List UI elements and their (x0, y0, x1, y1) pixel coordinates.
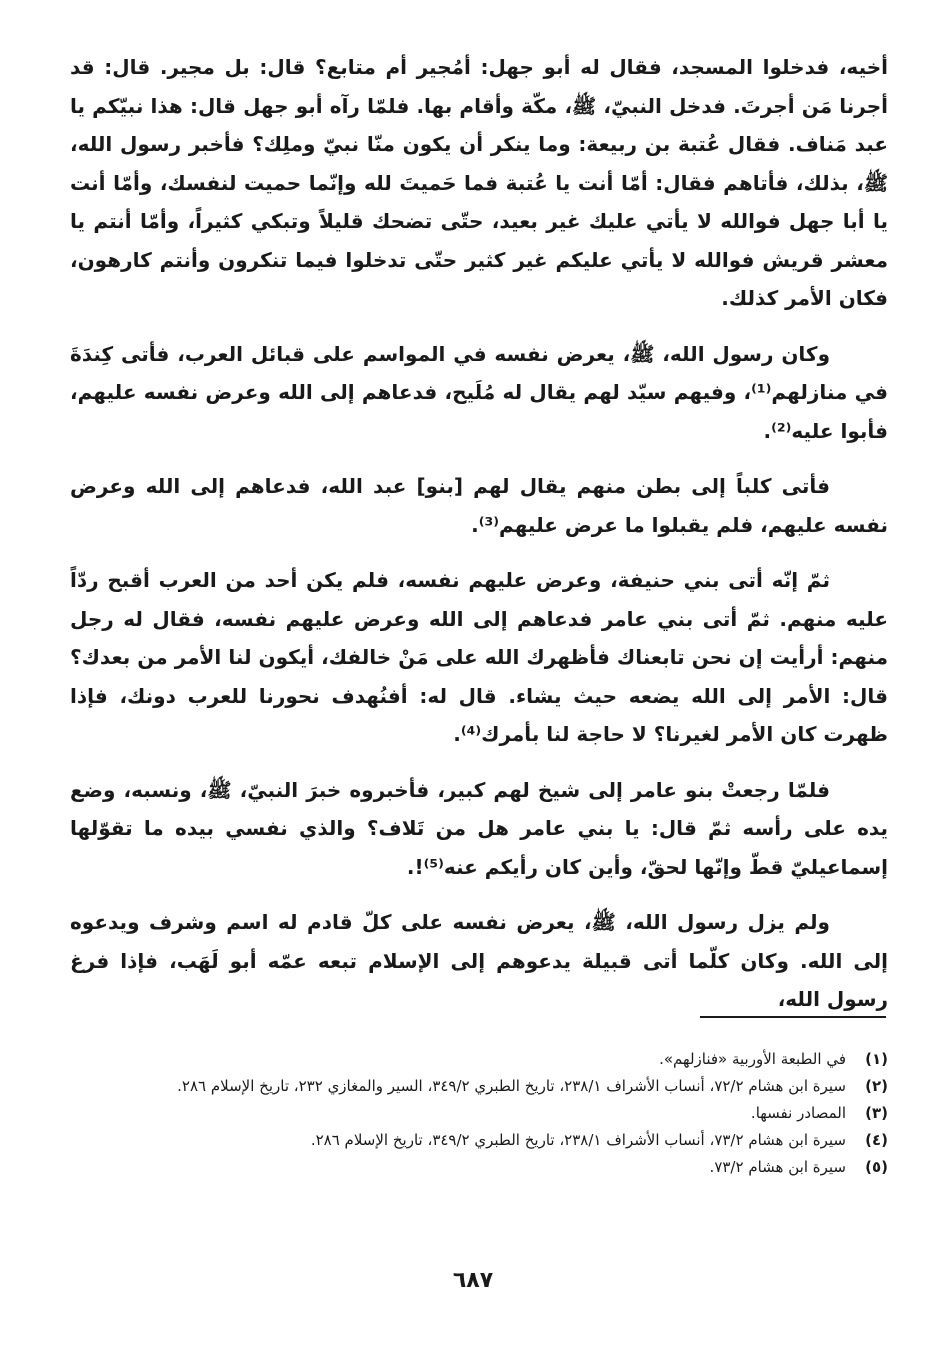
footnote-number: (١) (865, 1050, 888, 1068)
footnote-3 (80, 1100, 888, 1127)
footnote-5 (80, 1154, 888, 1181)
footnotes (80, 1046, 888, 1181)
paragraph-3: فأتى كلباً إلى بطن منهم يقال لهم [بنو] عبد الله، فدعاهم إلى الله وعرض نفسه عليهم، فلم يقبلوا ما عرض عليهم⁽³⁾. (70, 474, 888, 537)
footnote-text: في الطبعة الأوربية «فنازلهم». (659, 1050, 846, 1068)
footnote-number: (٢) (865, 1077, 888, 1095)
footnote-number: (٣) (865, 1104, 888, 1122)
footnote-number: (٤) (865, 1131, 888, 1149)
footnote-text: المصادر نفسها. (750, 1104, 846, 1122)
footnote-separator (700, 1016, 886, 1018)
paragraph-6: ولم يزل رسول الله، ﷺ، يعرض نفسه على كلّ قادم له اسم وشرف ويدعوه إلى الله. وكان كلّما أتى قبيلة يدعوهم إلى الإسلام تبعه عمّه أبو لَهَب، فإذا فرغ رسول الله، (70, 910, 888, 1011)
footnote-4 (80, 1127, 888, 1154)
footnote-text: سيرة ابن هشام ٧٣/٢، أنساب الأشراف ٢٣٨/١، تاريخ الطبري ٣٤٩/٢، تاريخ الإسلام ٢٨٦. (310, 1131, 846, 1149)
paragraph-4: ثمّ إنّه أتى بني حنيفة، وعرض عليهم نفسه، فلم يكن أحد من العرب أقبح ردّاً عليه منهم. ثمّ أتى بني عامر فدعاهم إلى الله وعرض عليهم نفسه، فقال له رجل منهم: أرأيت إن نحن تابعناك فأظهرك الله على مَنْ خالفك، أيكون لنا الأمر من بعدك؟ قال: الأمر إلى الله يضعه حيث يشاء. قال له: أفنُهدف نحورنا للعرب دونك، فإذا ظهرت كان الأمر لغيرنا؟ لا حاجة لنا بأمرك⁽⁴⁾. (70, 568, 888, 746)
footnote-text: سيرة ابن هشام ٧٣/٢. (709, 1158, 846, 1176)
footnote-2 (80, 1073, 888, 1100)
footnote-1 (80, 1046, 888, 1073)
footnote-text: سيرة ابن هشام ٧٢/٢، أنساب الأشراف ٢٣٨/١، تاريخ الطبري ٣٤٩/٢، السير والمغازي ٢٣٢، تاريخ الإسلام ٢٨٦. (177, 1077, 846, 1095)
footnote-number: (٥) (865, 1158, 888, 1176)
main-text (70, 48, 888, 1036)
paragraph-1: أخيه، فدخلوا المسجد، فقال له أبو جهل: أمُجير أم متابع؟ قال: بل مجير. قال: قد أجرنا مَن أجرتَ. فدخل النبيّ، ﷺ، مكّة وأقام بها. فلمّا رآه أبو جهل قال: هذا نبيّكم يا عبد مَناف. فقال عُتبة بن ربيعة: وما ينكر أن يكون منّا نبيّ وملِك؟ فأخبر رسول الله، ﷺ، بذلك، فأتاهم فقال: أمّا أنت يا عُتبة فما حَميتَ لله وإنّما حميت لنفسك، وأمّا أنت يا أبا جهل فوالله لا يأتي عليك غير بعيد، حتّى تضحك قليلاً وتبكي كثيراً، وأمّا أنتم يا معشر قريش فوالله لا يأتي عليكم غير كثير حتّى تدخلوا فيما تنكرون وأنتم كارهون، فكان الأمر كذلك. (70, 55, 888, 310)
paragraph-2: وكان رسول الله، ﷺ، يعرض نفسه في المواسم على قبائل العرب، فأتى كِندَةَ في منازلهم⁽¹⁾، وفيهم سيّد لهم يقال له مُلَيح، فدعاهم إلى الله وعرض نفسه عليهم، فأبوا عليه⁽²⁾. (70, 341, 888, 443)
page-number: ٦٨٧ (452, 1268, 494, 1293)
paragraph-5: فلمّا رجعتْ بنو عامر إلى شيخ لهم كبير، فأخبروه خبرَ النبيّ، ﷺ، ونسبه، وضع يده على رأسه ثمّ قال: يا بني عامر هل من تَلاف؟ والذي نفسي بيده ما تقوّلها إسماعيليّ قطّ وإنّها لحقّ، وأين كان رأيكم عنه⁽⁵⁾!. (70, 777, 888, 879)
